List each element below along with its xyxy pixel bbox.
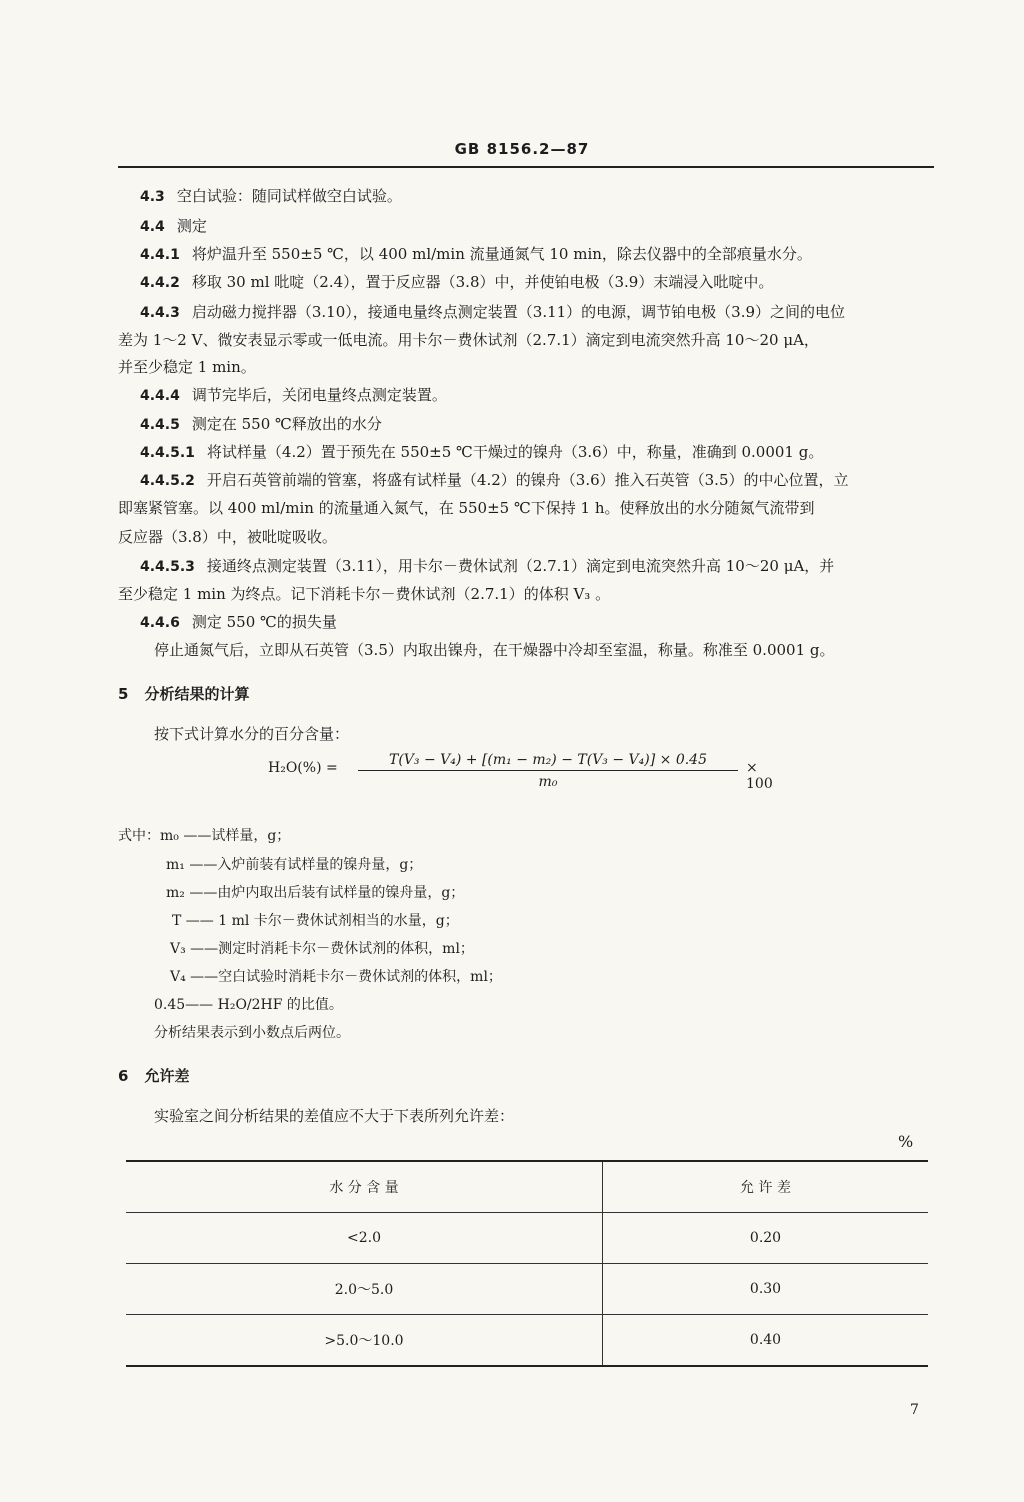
- table-row: [126, 1315, 928, 1367]
- clause-4-4-5-2: 4.4.5.2 开启石英管前端的管塞，将盛有试样量（4.2）的镍舟（3.6）推入石英管（3.5）的中心位置，立: [140, 471, 849, 489]
- clause-4-3: 4.3 空白试验：随同试样做空白试验。: [140, 187, 402, 205]
- definition-line: 分析结果表示到小数点后两位。: [154, 1025, 350, 1041]
- table-cell: >5.0～10.0: [126, 1315, 603, 1367]
- clause-4-4-2: 4.4.2 移取 30 ml 吡啶（2.4），置于反应器（3.8）中，并使铂电极（3.9）末端浸入吡啶中。: [140, 273, 774, 291]
- formula-numerator: T(V₃ − V₄) + [(m₁ − m₂) − T(V₃ − V₄)] × 0.45: [358, 752, 738, 771]
- clause-4-4-4: 4.4.4 调节完毕后，关闭电量终点测定装置。: [140, 386, 447, 404]
- table-cell: <2.0: [126, 1213, 603, 1264]
- clause-4-4-5-3-line2: 至少稳定 1 min 为终点。记下消耗卡尔－费休试剂（2.7.1）的体积 V₃ 。: [118, 585, 611, 603]
- section-6-intro: 实验室之间分析结果的差值应不大于下表所列允许差：: [154, 1107, 515, 1125]
- clause-4-4-1: 4.4.1 将炉温升至 550±5 ℃，以 400 ml/min 流量通氮气 10 min，除去仪器中的全部痕量水分。: [140, 245, 812, 263]
- formula-lhs: H₂O(%) =: [268, 760, 338, 776]
- clause-4-4-6-body: 停止通氮气后，立即从石英管（3.5）内取出镍舟，在干燥器中冷却至室温，称量。称准至 0.0001 g。: [154, 641, 835, 659]
- section-6-heading: 6 允许差: [118, 1067, 190, 1085]
- definition-line: 式中：m₀ ——试样量，g；: [118, 828, 291, 844]
- header-rule: [118, 166, 934, 168]
- table-unit: %: [898, 1132, 914, 1151]
- table-row: [126, 1213, 928, 1264]
- definition-line: V₃ ——测定时消耗卡尔－费休试剂的体积，ml；: [170, 941, 474, 957]
- standard-header: GB 8156.2—87: [454, 140, 590, 158]
- formula-denominator: m₀: [538, 774, 558, 790]
- column-header: 允 许 差: [603, 1161, 929, 1213]
- clause-4-4-3-line2: 差为 1～2 V、微安表显示零或一低电流。用卡尔－费休试剂（2.7.1）滴定到电流突然升高 10～20 μA，: [118, 331, 819, 349]
- clause-4-4-5: 4.4.5 测定在 550 ℃释放出的水分: [140, 415, 382, 433]
- table-cell: 0.30: [603, 1264, 929, 1315]
- table-cell: 0.40: [603, 1315, 929, 1367]
- table-cell: 0.20: [603, 1213, 929, 1264]
- definition-line: V₄ ——空白试验时消耗卡尔－费休试剂的体积，ml；: [170, 969, 502, 985]
- definition-line: m₁ ——入炉前装有试样量的镍舟量，g；: [166, 857, 423, 873]
- tolerance-table: [126, 1160, 928, 1367]
- clause-4-4-5-2-line3: 反应器（3.8）中，被吡啶吸收。: [118, 528, 337, 546]
- water-content-formula: [268, 752, 788, 792]
- table-header-row: [126, 1161, 928, 1213]
- clause-4-4-6: 4.4.6 测定 550 ℃的损失量: [140, 613, 337, 631]
- table-row: [126, 1264, 928, 1315]
- definition-line: T —— 1 ml 卡尔－费休试剂相当的水量，g；: [172, 913, 459, 929]
- clause-4-4-3-line3: 并至少稳定 1 min。: [118, 358, 256, 376]
- page-number: 7: [910, 1402, 919, 1418]
- definition-line: 0.45—— H₂O/2HF 的比值。: [154, 997, 343, 1013]
- clause-4-4-3: 4.4.3 启动磁力搅拌器（3.10），接通电量终点测定装置（3.11）的电源，调节铂电极（3.9）之间的电位: [140, 303, 846, 321]
- clause-4-4-5-3: 4.4.5.3 接通终点测定装置（3.11），用卡尔－费休试剂（2.7.1）滴定到电流突然升高 10～20 μA，并: [140, 557, 835, 575]
- table-cell: 2.0～5.0: [126, 1264, 603, 1315]
- clause-4-4: 4.4 测定: [140, 217, 207, 235]
- clause-4-4-5-2-line2: 即塞紧管塞。以 400 ml/min 的流量通入氮气，在 550±5 ℃下保持 1 h。使释放出的水分随氮气流带到: [118, 499, 815, 517]
- formula-multiplier: × 100: [746, 760, 773, 792]
- section-5-intro: 按下式计算水分的百分含量：: [154, 725, 350, 743]
- clause-4-4-5-1: 4.4.5.1 将试样量（4.2）置于预先在 550±5 ℃干燥过的镍舟（3.6）中，称量，准确到 0.0001 g。: [140, 443, 824, 461]
- column-header: 水 分 含 量: [126, 1161, 603, 1213]
- definition-line: m₂ ——由炉内取出后装有试样量的镍舟量，g；: [166, 885, 465, 901]
- section-5-heading: 5 分析结果的计算: [118, 685, 250, 703]
